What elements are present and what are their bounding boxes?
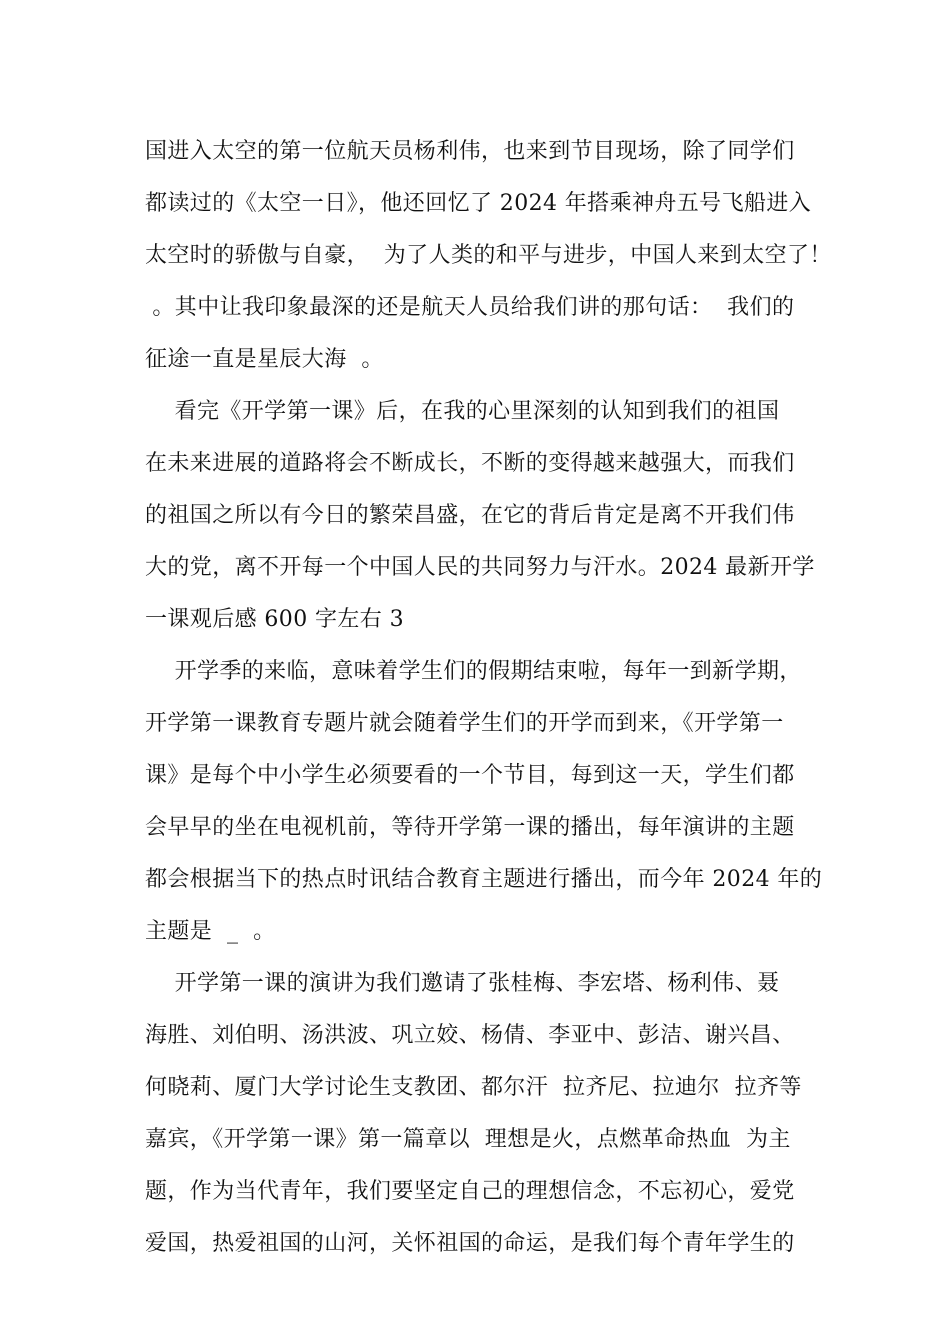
- paragraph-2: [145, 386, 825, 646]
- text-line: 一课观后感 600 字左右 3: [145, 607, 404, 632]
- text-line: 征途一直是星辰大海 。: [145, 347, 384, 372]
- text-line: 何晓莉、厦门大学讨论生支教团、都尔汗 拉齐尼、拉迪尔 拉齐等: [145, 1075, 802, 1100]
- text-line: 会早早的坐在电视机前，等待开学第一课的播出，每年演讲的主题: [145, 815, 795, 840]
- paragraph-1: [145, 126, 832, 386]
- text-line: 课》是每个中小学生必须要看的一个节目，每到这一天，学生们都: [145, 763, 795, 788]
- text-line: 开学第一课的演讲为我们邀请了张桂梅、李宏塔、杨利伟、聂: [145, 971, 780, 996]
- text-line: 都会根据当下的热点时讯结合教育主题进行播出，而今年 2024 年的: [145, 867, 823, 892]
- document-body: [145, 126, 832, 1270]
- text-line: 嘉宾，《开学第一课》第一篇章以 理想是火，点燃革命热血 为主: [145, 1127, 791, 1152]
- text-line: 太空时的骄傲与自豪， 为了人类的和平与进步，中国人来到太空了！: [145, 243, 832, 268]
- paragraph-4: [145, 958, 825, 1270]
- text-line: 。其中让我印象最深的还是航天人员给我们讲的那句话： 我们的: [145, 295, 795, 320]
- text-line: 主题是 _ 。: [145, 919, 276, 944]
- text-line: 爱国，热爱祖国的山河，关怀祖国的命运，是我们每个青年学生的: [145, 1231, 795, 1256]
- paragraph-3: [145, 646, 825, 958]
- text-line: 在未来进展的道路将会不断成长，不断的变得越来越强大，而我们: [145, 451, 795, 476]
- text-line: 的祖国之所以有今日的繁荣昌盛，在它的背后肯定是离不开我们伟: [145, 503, 795, 528]
- text-line: 看完《开学第一课》后，在我的心里深刻的认知到我们的祖国: [145, 399, 780, 424]
- text-line: 题，作为当代青年，我们要坚定自己的理想信念，不忘初心，爱党: [145, 1179, 795, 1204]
- text-line: 开学季的来临，意味着学生们的假期结束啦，每年一到新学期，: [145, 659, 802, 684]
- text-line: 都读过的《太空一日》，他还回忆了 2024 年搭乘神舟五号飞船进入: [145, 191, 812, 216]
- text-line: 大的党，离不开每一个中国人民的共同努力与汗水。2024 最新开学: [145, 555, 815, 580]
- text-line: 开学第一课教育专题片就会随着学生们的开学而到来，《开学第一: [145, 711, 784, 736]
- text-line: 国进入太空的第一位航天员杨利伟，也来到节目现场，除了同学们: [145, 139, 795, 164]
- text-line: 海胜、刘伯明、汤洪波、巩立姣、杨倩、李亚中、彭洁、谢兴昌、: [145, 1023, 795, 1048]
